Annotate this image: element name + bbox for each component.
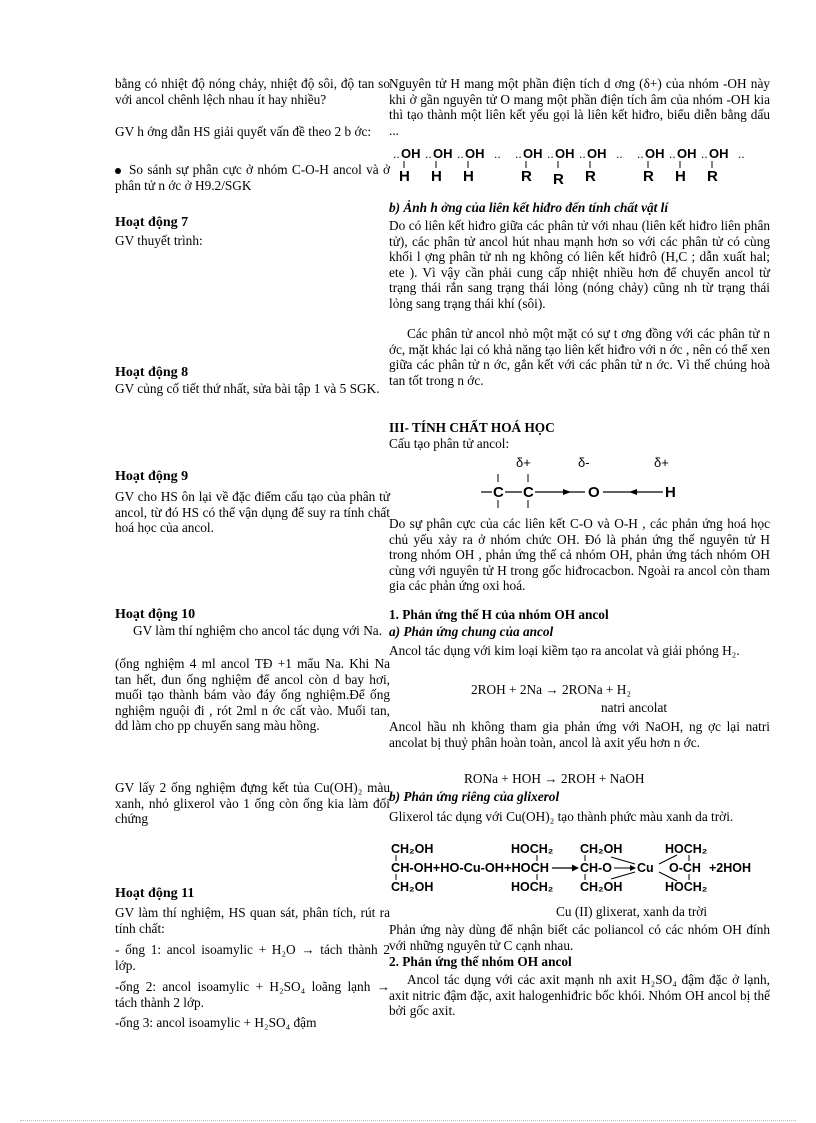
- section-b-title: b) Ảnh h ởng của liên kết hiđro đến tính chất vật lí: [389, 200, 669, 215]
- s1a-paragraph-2: Ancol hầu nh không tham gia phản ứng với NaOH, ng ợc lại natri ancolat bị thuỷ phân hoàn toàn, ancol là axit yếu hơn n ớc.: [389, 719, 770, 750]
- atom-o: O: [588, 484, 600, 501]
- s2-paragraph: Ancol tác dụng với các axit mạnh nh axit H₂SO₄ đậm đặc ở lạnh, axit nitric đậm đặc, axit halogenhiđric bốc khói. Nhóm OH ancol bị thế bởi gốc axit.: [389, 972, 770, 1018]
- s1a-paragraph: Ancol tác dụng với kim loại kiềm tạo ra ancolat và giải phóng H₂.: [389, 643, 740, 658]
- glx-r2a: CH-OH+HO-Cu-OH+HOCH: [391, 861, 549, 875]
- hbond-oh-label: OH: [709, 146, 729, 161]
- intro-text: bằng có nhiệt độ nóng chảy, nhiệt độ sôi, độ tan so với ancol chênh lệch nhau ít hay nhiều?: [115, 76, 390, 107]
- atom-c2: C: [523, 484, 534, 501]
- hbond-oh-label: OH: [555, 146, 575, 161]
- hbond-dots: ..: [637, 147, 644, 161]
- hd9-title: Hoạt động 9: [115, 469, 189, 484]
- hbond-dots: ..: [701, 147, 708, 161]
- hbond-dots: ..: [515, 147, 522, 161]
- atom-h: H: [665, 484, 676, 501]
- hd11-title: Hoạt động 11: [115, 886, 195, 901]
- section-b-p1: Do có liên kết hiđro giữa các phân tử với nhau (liên kết hiđro liên phân tử), các phân tử ancol hút nhau mạnh hơn so với các phân tử có cùng khối l ợng phân tử nh ng không có liên kết hiđrô (H,C ; dẫn xuất hal; ete ). Vì vậy cần phải cung cấp nhiệt nhiều hơn để chuyển ancol từ trạng thái rắn sang trạng thái lỏng (nóng chảy) cũng nh từ trạng thái lỏng sang trạng thái khí (sôi).: [389, 218, 770, 311]
- hbond-dots: ..: [547, 147, 554, 161]
- glx-r1d: HOCH₂: [665, 842, 708, 856]
- glycerol-reaction-diagram: [389, 842, 770, 902]
- glx-r2d: O-CH: [669, 861, 701, 875]
- hd8-title: Hoạt động 8: [115, 365, 189, 380]
- hd10-p3: GV lấy 2 ống nghiệm đựng kết tủa Cu(OH)₂ màu xanh, nhỏ glixerol vào 1 ống còn ống kia làm đối chứng: [115, 780, 390, 826]
- hbond-oh-label: OH: [401, 146, 421, 161]
- hd7-text: GV thuyết trình:: [115, 233, 203, 248]
- glycerol-label: Cu (II) glixerat, xanh da trời: [556, 904, 708, 919]
- hbond-dots: ..: [579, 147, 586, 161]
- s1b-title: b) Phản ứng riêng của glixerol: [389, 789, 560, 804]
- hbond-dots: ..: [616, 147, 623, 161]
- hd11-text: GV làm thí nghiệm, HS quan sát, phân tích, rút ra tính chất:: [115, 905, 390, 936]
- equation-1: 2ROH + 2Na → 2RONa + H₂: [471, 682, 631, 697]
- hbond-paragraph: Nguyên tử H mang một phần điện tích d ơng (δ+) của nhóm -OH này khi ở gần nguyên tử O mang một phần điện tích âm của nhóm -OH kia thì tạo thành một liên kết yếu gọi là liên kết hiđro, biểu diễn bằng dấu ...: [389, 76, 770, 138]
- hbond-oh-label: OH: [433, 146, 453, 161]
- section-iii-title: III- TÍNH CHẤT HOÁ HỌC: [389, 420, 555, 435]
- bullet-icon: [115, 168, 121, 174]
- s1-title: 1. Phản ứng thế H của nhóm OH ancol: [389, 607, 609, 622]
- hbond-dots: ..: [393, 147, 400, 161]
- hd11-o3: -ống 3: ancol isoamylic + H₂SO₄ đậm: [115, 1015, 317, 1030]
- hd9-text: GV cho HS ôn lại về đặc điểm cấu tạo của phân tử ancol, từ đó HS có thể vận dụng để suy ra tính chất hoá học của ancol.: [115, 489, 390, 535]
- ancol-structure-diagram: [389, 452, 770, 512]
- hd11-o2: -ống 2: ancol isoamylic + H₂SO₄ loãng lạnh → tách thành 2 lớp.: [115, 979, 390, 1010]
- hd10-p1: GV làm thí nghiệm cho ancol tác dụng với Na.: [133, 623, 383, 638]
- hbond-group-letter: R: [707, 168, 718, 185]
- hbond-oh-label: OH: [523, 146, 543, 161]
- glx-r2c: Cu: [637, 861, 654, 875]
- glx-r1c: CH₂OH: [580, 842, 623, 856]
- delta-plus-1: δ+: [516, 455, 531, 470]
- glx-r1a: CH₂OH: [391, 842, 434, 856]
- hbond-dots: ..: [457, 147, 464, 161]
- hbond-group-letter: H: [399, 168, 410, 185]
- hbond-group-letter: R: [521, 168, 532, 185]
- page-bottom-rule: [20, 1120, 796, 1121]
- hbond-oh-label: OH: [587, 146, 607, 161]
- glx-r3b: HOCH₂: [511, 880, 554, 894]
- hbond-dots: ..: [494, 147, 501, 161]
- guide-text: GV h ớng dẫn HS giải quyết vấn đề theo 2 b ớc:: [115, 124, 372, 139]
- bullet-text: So sánh sự phân cực ở nhóm C-O-H ancol và ở phân tử n ớc ở H9.2/SGK: [115, 162, 390, 193]
- hd10-p2: (ống nghiệm 4 ml ancol TĐ +1 mẩu Na. Khi Na tan hết, đun ống nghiệm để ancol còn d bay hơi, muối tạo thành bám vào đáy ống nghiệm.Để ống nghiệm nguội đi , rót 2ml n ớc cất vào. Muối tan, dd làm cho pp chuyển sang màu hồng.: [115, 656, 390, 733]
- hbond-group-letter: H: [675, 168, 686, 185]
- glx-r3c: CH₂OH: [580, 880, 623, 894]
- hd8-text: GV củng cố tiết thứ nhất, sửa bài tập 1 và 5 SGK.: [115, 381, 380, 396]
- hbond-dots: ..: [425, 147, 432, 161]
- delta-plus-2: δ+: [654, 455, 669, 470]
- hbond-group-letter: H: [463, 168, 474, 185]
- s2-title: 2. Phản ứng thế nhóm OH ancol: [389, 954, 572, 969]
- equation-2: RONa + HOH → 2ROH + NaOH: [464, 771, 645, 786]
- atom-c1: C: [493, 484, 504, 501]
- glx-r2b: CH-O: [580, 861, 612, 875]
- bullet-item: [115, 162, 390, 193]
- hd7-title: Hoạt động 7: [115, 215, 189, 230]
- s1b-paragraph: Glixerol tác dụng với Cu(OH)₂ tạo thành phức màu xanh da trời.: [389, 809, 734, 824]
- hbond-oh-label: OH: [677, 146, 697, 161]
- glx-r1b: HOCH₂: [511, 842, 554, 856]
- hbond-dots: ..: [738, 147, 745, 161]
- hd11-o1: - ống 1: ancol isoamylic + H₂O → tách thành 2 lớp.: [115, 942, 390, 973]
- hd10-title: Hoạt động 10: [115, 607, 196, 622]
- hbond-group-letter: R: [643, 168, 654, 185]
- delta-minus: δ-: [578, 455, 590, 470]
- glx-r3a: CH₂OH: [391, 880, 434, 894]
- section-iii-paragraph: Do sự phân cực của các liên kết C-O và O-H , các phản ứng hoá học chủ yếu xảy ra ở nhóm chức OH. Đó là phản ứng thế nguyên tử H trong nhóm OH , phản ứng thế cả nhóm OH, phản ứng tách nhóm OH cùng với nguyên tử H trong gốc hiđrocacbon. Ngoài ra ancol còn tham gia các phản ứng oxi hoá.: [389, 516, 770, 593]
- s1a-title: a) Phản ứng chung của ancol: [389, 624, 554, 639]
- equation-1-label: natri ancolat: [601, 700, 668, 715]
- hbond-group-letter: H: [431, 168, 442, 185]
- hbond-oh-label: OH: [465, 146, 485, 161]
- s1b-paragraph-2: Phản ứng này dùng để nhận biết các poliancol có các nhóm OH đính với những nguyên tử C cạnh nhau.: [389, 922, 770, 953]
- hbond-dots: ..: [669, 147, 676, 161]
- section-iii-sub: Cấu tạo phân tử ancol:: [389, 436, 510, 451]
- glx-r3d: HOCH₂: [665, 880, 708, 894]
- hbond-group-letter: R: [553, 171, 564, 188]
- glx-r2e: +2HOH: [709, 861, 752, 875]
- hbond-oh-label: OH: [645, 146, 665, 161]
- hbond-diagram: [389, 146, 770, 190]
- hbond-group-letter: R: [585, 168, 596, 185]
- section-b-p2: Các phân tử ancol nhỏ một mặt có sự t ơng đồng với các phân tử n ớc, mặt khác lại có khả năng tạo liên kết hiđro với n ớc , nên có thể xen giữa các phân tử n ớc, gắn kết với các phân tử n ớc. Vì thế chúng hoà tan tốt trong n ớc.: [389, 326, 770, 388]
